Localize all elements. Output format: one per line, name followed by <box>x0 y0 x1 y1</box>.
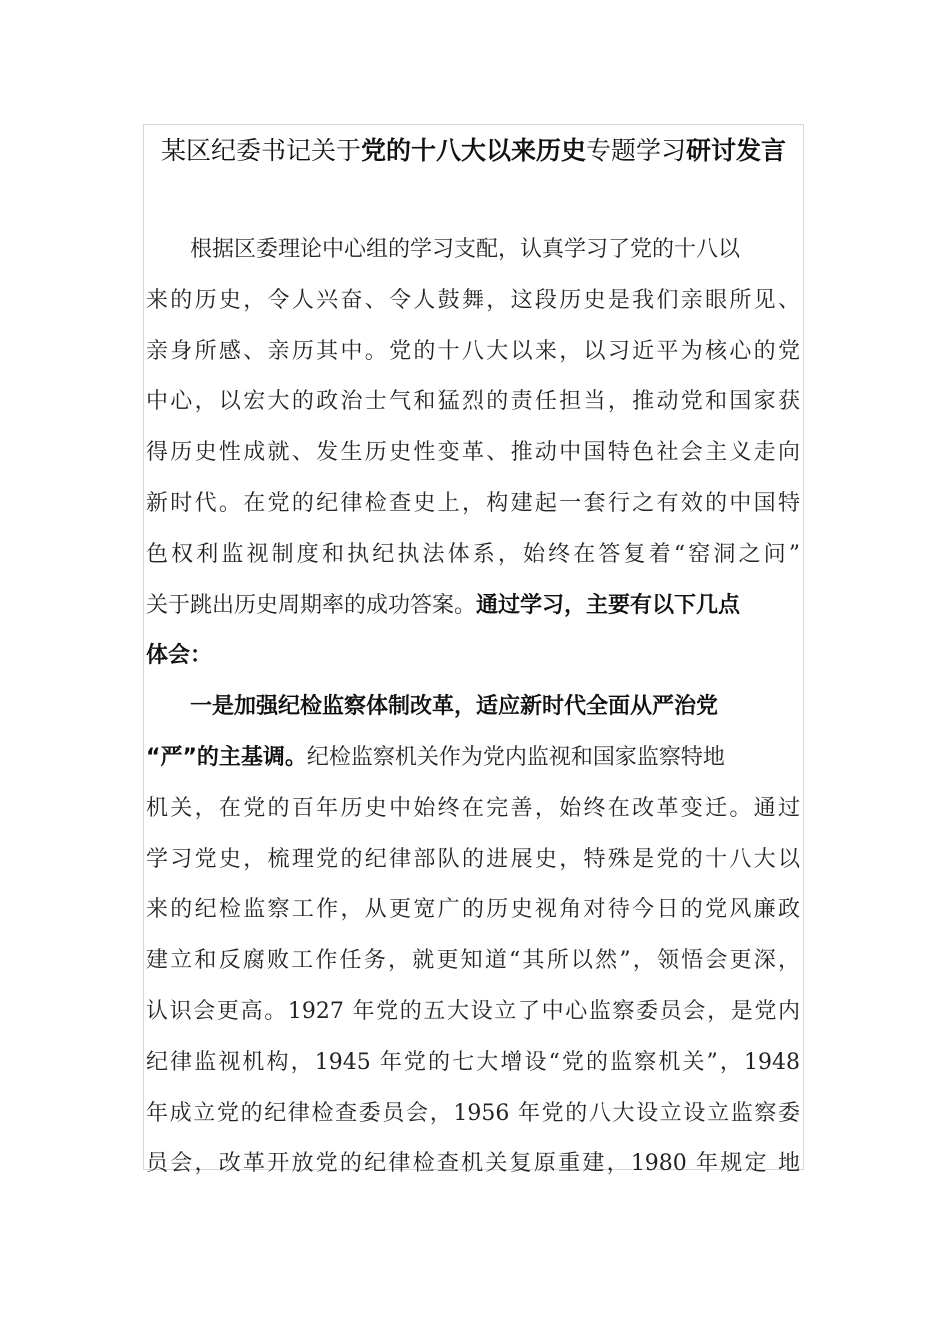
title-part-1: 某区纪委书记关于 <box>160 136 361 165</box>
text-line: 中心，以宏大的政治士气和猛烈的责任担当，推动党和国家获 <box>146 389 800 415</box>
text-line: 年成立党的纪律检查委员会，1956 年党的八大设立设立监察委 <box>146 1100 800 1126</box>
text-line: 纪律监视机构，1945 年党的七大增设“党的监察机关”，1948 <box>146 1049 800 1075</box>
text-line: 新时代。在党的纪律检查史上，构建起一套行之有效的中国特 <box>146 490 800 516</box>
text-line: 机关，在党的百年历史中始终在完善，始终在改革变迁。通过 <box>146 795 800 821</box>
text-line: 根据区委理论中心组的学习支配，认真学习了党的十八以 <box>190 237 741 262</box>
text-line: 认识会更高。1927 年党的五大设立了中心监察委员会，是党内 <box>146 998 800 1024</box>
text-line: 来的历史，令人兴奋、令人鼓舞，这段历史是我们亲眼所见、 <box>146 287 800 313</box>
text-line: 体会： <box>146 643 213 669</box>
title-part-4: 研讨发言 <box>686 136 787 165</box>
text-line: 来的纪检监察工作，从更宽广的历史视角对待今日的党风廉政 <box>146 897 800 923</box>
document-title <box>143 133 804 169</box>
title-part-3: 专题学习 <box>586 136 687 165</box>
text-line: 建立和反腐败工作任务，就更知道“其所以然”，领悟会更深， <box>146 948 800 974</box>
section-heading: 一是加强纪检监察体制改革，适应新时代全面从严治党 <box>190 694 719 720</box>
text-line: 关于跳出历史周期率的成功答案。通过学习，主要有以下几点 <box>146 592 741 618</box>
document-body <box>146 230 800 1195</box>
text-line: 亲身所感、亲历其中。党的十八大以来，以习近平为核心的党 <box>146 338 800 364</box>
text-line: 得历史性成就、发生历史性变革、推动中国特色社会主义走向 <box>146 440 800 466</box>
text-line: 色权利监视制度和执纪执法体系，始终在答复着“窑洞之问” <box>146 541 800 567</box>
text-line: 学习党史，梳理党的纪律部队的进展史，特殊是党的十八大以 <box>146 846 800 872</box>
title-part-2: 党的十八大以来历史 <box>360 136 586 165</box>
text-line: “严”的主基调。纪检监察机关作为党内监视和国家监察特地 <box>146 744 725 770</box>
text-line: 员会，改革开放党的纪律检查机关复原重建，1980 年规定 地 <box>146 1151 800 1177</box>
